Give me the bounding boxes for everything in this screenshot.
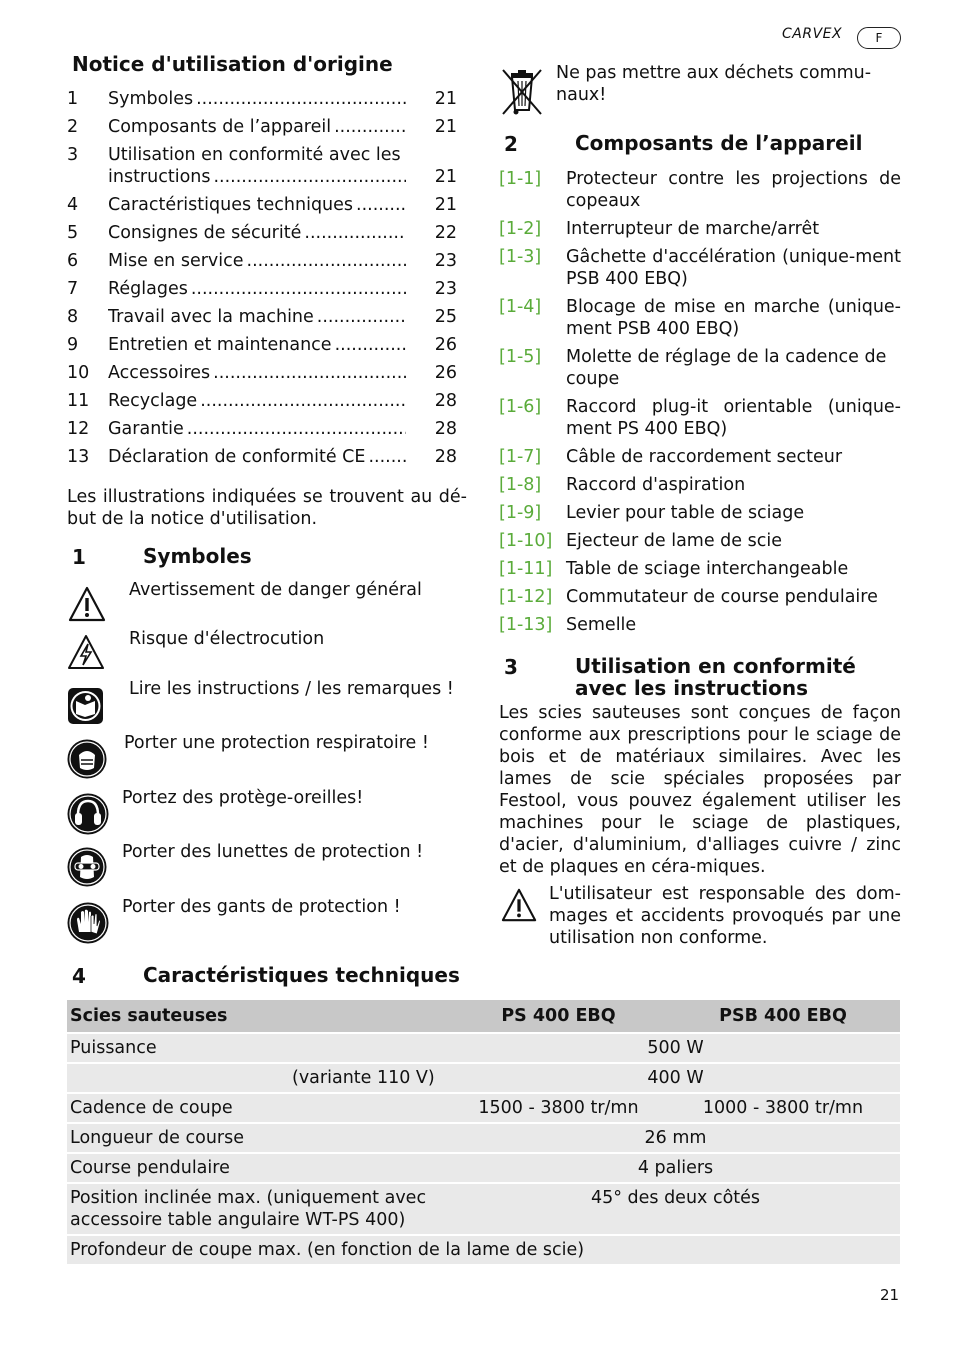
toc-item: 11 Recyclage ..... 28 [67, 390, 457, 412]
list-item: [1-3] Gâchette d'accélération (unique-ment PSB 400 EBQ) [499, 247, 901, 289]
list-item: [1-10] Ejecteur de lame de scie [499, 531, 782, 551]
misuse-warning: L'utilisateur est responsable des dom-mages et accidents provoqués par une utilisation non conforme. [549, 884, 901, 948]
disposal-text: Ne pas mettre aux déchets commu-naux! [556, 63, 872, 105]
list-item: [1-11] Table de sciage interchangeable [499, 559, 849, 579]
toc-item: 2 Composants de l’appareil ..... 21 [67, 116, 457, 138]
toc-item: 12 Garantie ..... 28 [67, 418, 457, 440]
list-item: [1-7] Câble de raccordement secteur [499, 447, 843, 467]
toc-item: 1 Symboles ..... 21 [67, 88, 457, 110]
toc-item: 8 Travail avec la machine ..... 25 [67, 306, 457, 328]
section-2-title: Composants de l’appareil [575, 131, 863, 155]
section-2-number: 2 [504, 132, 518, 156]
list-item: [1-6] Raccord plug-it orientable (unique-ment PS 400 EBQ) [499, 397, 901, 439]
toc-item: 5 Consignes de sécurité ..... 22 [67, 222, 457, 244]
table-row: Course pendulaire 4 paliers [67, 1154, 900, 1184]
list-item: [1-4] Blocage de mise en marche (unique-ment PSB 400 EBQ) [499, 297, 901, 339]
section-1-title: Symboles [143, 544, 252, 568]
electric-shock-icon [67, 634, 105, 670]
toc-item: 7 Réglages ..... 23 [67, 278, 457, 300]
language-badge: F [857, 27, 901, 49]
respirator-icon [67, 739, 107, 779]
table-row: (variante 110 V) 400 W [67, 1064, 900, 1094]
symbol-label: Porter des lunettes de protection ! [122, 842, 424, 862]
section-3-number: 3 [504, 655, 518, 679]
list-item: [1-12] Commutateur de course pendulaire [499, 587, 878, 607]
table-row: Longueur de course 26 mm [67, 1124, 900, 1154]
list-item: [1-1] Protecteur contre les projections de copeaux [499, 169, 901, 211]
gloves-icon [67, 902, 109, 944]
warning-triangle-icon [67, 585, 107, 623]
symbol-label: Portez des protège-oreilles! [122, 788, 364, 808]
page-number: 21 [880, 1286, 900, 1304]
crossed-bin-icon [499, 66, 545, 118]
list-item: [1-9] Levier pour table de sciage [499, 503, 805, 523]
safety-goggles-icon [67, 847, 107, 887]
table-header-row: Scies sauteuses PS 400 EBQ PSB 400 EBQ [67, 1000, 900, 1034]
section-4-title: Caractéristiques techniques [143, 963, 460, 987]
components-list [499, 168, 901, 642]
brand-name: CARVEX [782, 26, 843, 42]
toc-item: 6 Mise en service ..... 23 [67, 250, 457, 272]
toc-item: 10 Accessoires ..... 26 [67, 362, 457, 384]
list-item: [1-2] Interrupteur de marche/arrêt [499, 219, 820, 239]
table-row: Puissance 500 W [67, 1034, 900, 1064]
symbol-label: Risque d'électrocution [129, 629, 325, 649]
toc-item: 9 Entretien et maintenance ..... 26 [67, 334, 457, 356]
section-3-title: Utilisation en conformité avec les instructions [575, 654, 856, 700]
ear-protection-icon [67, 793, 109, 835]
toc-title: Notice d'utilisation d'origine [72, 52, 393, 76]
illustrations-note: Les illustrations indiquées se trouvent au dé-but de la notice d'utilisation. [67, 487, 467, 529]
symbol-label: Porter des gants de protection ! [122, 897, 401, 917]
toc-item: 13 Déclaration de conformité CE ..... 28 [67, 446, 457, 468]
toc-item: 4 Caractéristiques techniques ..... 21 [67, 194, 457, 216]
table-row: Cadence de coupe 1500 - 3800 tr/mn 1000 - 3800 tr/mn [67, 1094, 900, 1124]
section-3-body: Les scies sauteuses sont conçues de façon conforme aux prescriptions pour le sciage de bois et de matériaux similaires. Avec les lames de scie spéciales proposées par Festool, vous pouvez également utiliser les machines pour le sciage de plastiques, d'acier, d'aluminium, d'alliages cuivre / zinc et de plaques en céra-miques. [499, 703, 901, 877]
list-item: [1-8] Raccord d'aspiration [499, 475, 746, 495]
section-4-number: 4 [72, 964, 86, 988]
read-instructions-icon [67, 687, 104, 725]
symbol-label: Avertissement de danger général [129, 580, 422, 600]
symbol-label: Porter une protection respiratoire ! [124, 733, 429, 753]
list-item: [1-5] Molette de réglage de la cadence de coupe [499, 347, 887, 389]
symbol-label: Lire les instructions / les remarques ! [129, 679, 454, 699]
table-of-contents [67, 88, 457, 474]
technical-data-table [67, 1000, 900, 1266]
table-row: Position inclinée max. (uniquement avec accessoire table angulaire WT-PS 400) 45° des deux côtés [67, 1184, 900, 1236]
table-row: Profondeur de coupe max. (en fonction de la lame de scie) [67, 1236, 900, 1266]
section-1-number: 1 [72, 545, 86, 569]
toc-item: 3 Utilisation en conformité avec les instructions ..... 21 [67, 144, 457, 188]
list-item: [1-13] Semelle [499, 615, 637, 635]
warning-triangle-icon [500, 887, 538, 923]
